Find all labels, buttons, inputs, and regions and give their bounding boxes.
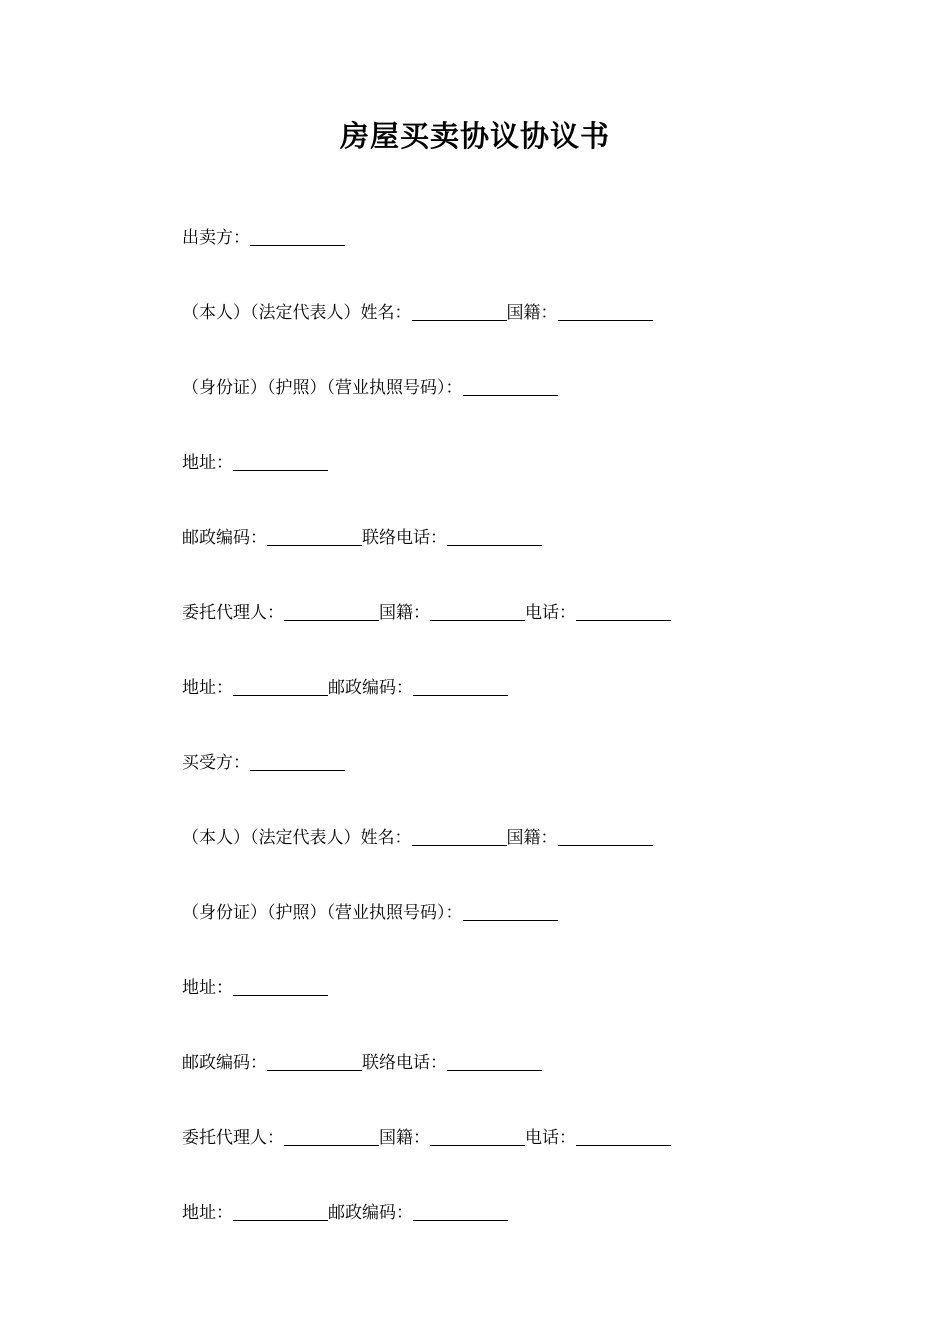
seller-postal-line xyxy=(182,522,882,597)
field-label: （身份证）（护照）（营业执照号码）： xyxy=(182,378,463,398)
field-label: 委托代理人： xyxy=(182,603,284,623)
field-label: 联络电话： xyxy=(362,528,447,548)
field-label: 地址： xyxy=(182,1203,233,1223)
seller-person-line xyxy=(182,297,882,372)
fill-in-blank[interactable] xyxy=(430,600,525,621)
field-label: 委托代理人： xyxy=(182,1128,284,1148)
fill-in-blank[interactable] xyxy=(447,1050,542,1071)
fill-in-blank[interactable] xyxy=(558,825,653,846)
fill-in-blank[interactable] xyxy=(413,1200,508,1221)
field-label: 买受方： xyxy=(182,753,250,773)
field-label: 电话： xyxy=(525,1128,576,1148)
fill-in-blank[interactable] xyxy=(412,300,507,321)
seller-agent-address-line xyxy=(182,672,882,747)
fill-in-blank[interactable] xyxy=(233,975,328,996)
field-label: 地址： xyxy=(182,978,233,998)
field-label: 国籍： xyxy=(379,603,430,623)
fill-in-blank[interactable] xyxy=(284,600,379,621)
fill-in-blank[interactable] xyxy=(463,375,558,396)
fill-in-blank[interactable] xyxy=(576,1125,671,1146)
fill-in-blank[interactable] xyxy=(413,675,508,696)
field-label: 出卖方： xyxy=(182,228,250,248)
fill-in-blank[interactable] xyxy=(267,525,362,546)
field-label: 邮政编码： xyxy=(328,678,413,698)
buyer-agent-line xyxy=(182,1122,882,1197)
buyer-line xyxy=(182,747,882,822)
field-label: 国籍： xyxy=(506,828,558,848)
fill-in-blank[interactable] xyxy=(576,600,671,621)
field-label: 地址： xyxy=(182,678,233,698)
field-label: 国籍： xyxy=(506,303,558,323)
seller-line xyxy=(182,222,882,297)
fill-in-blank[interactable] xyxy=(558,300,653,321)
document-title: 房屋买卖协议协议书 xyxy=(339,119,610,153)
field-label: （本人）（法定代表人）姓名： xyxy=(182,828,412,848)
fill-in-blank[interactable] xyxy=(412,825,507,846)
field-label: 邮政编码： xyxy=(182,528,267,548)
field-label: 邮政编码： xyxy=(328,1203,413,1223)
fill-in-blank[interactable] xyxy=(447,525,542,546)
buyer-address-line xyxy=(182,972,882,1047)
fill-in-blank[interactable] xyxy=(250,750,345,771)
fill-in-blank[interactable] xyxy=(250,225,345,246)
field-label: 邮政编码： xyxy=(182,1053,267,1073)
buyer-person-line xyxy=(182,822,882,897)
field-label: （本人）（法定代表人）姓名： xyxy=(182,303,412,323)
seller-address-line xyxy=(182,447,882,522)
buyer-agent-address-line xyxy=(182,1197,882,1272)
seller-id-line xyxy=(182,372,882,447)
buyer-id-line xyxy=(182,897,882,972)
form-lines xyxy=(182,222,882,1272)
fill-in-blank[interactable] xyxy=(267,1050,362,1071)
seller-agent-line xyxy=(182,597,882,672)
field-label: 地址： xyxy=(182,453,233,473)
field-label: （身份证）（护照）（营业执照号码）： xyxy=(182,903,463,923)
field-label: 联络电话： xyxy=(362,1053,447,1073)
fill-in-blank[interactable] xyxy=(233,450,328,471)
field-label: 国籍： xyxy=(379,1128,430,1148)
fill-in-blank[interactable] xyxy=(233,1200,328,1221)
fill-in-blank[interactable] xyxy=(430,1125,525,1146)
fill-in-blank[interactable] xyxy=(233,675,328,696)
fill-in-blank[interactable] xyxy=(463,900,558,921)
buyer-postal-line xyxy=(182,1047,882,1122)
fill-in-blank[interactable] xyxy=(284,1125,379,1146)
field-label: 电话： xyxy=(525,603,576,623)
